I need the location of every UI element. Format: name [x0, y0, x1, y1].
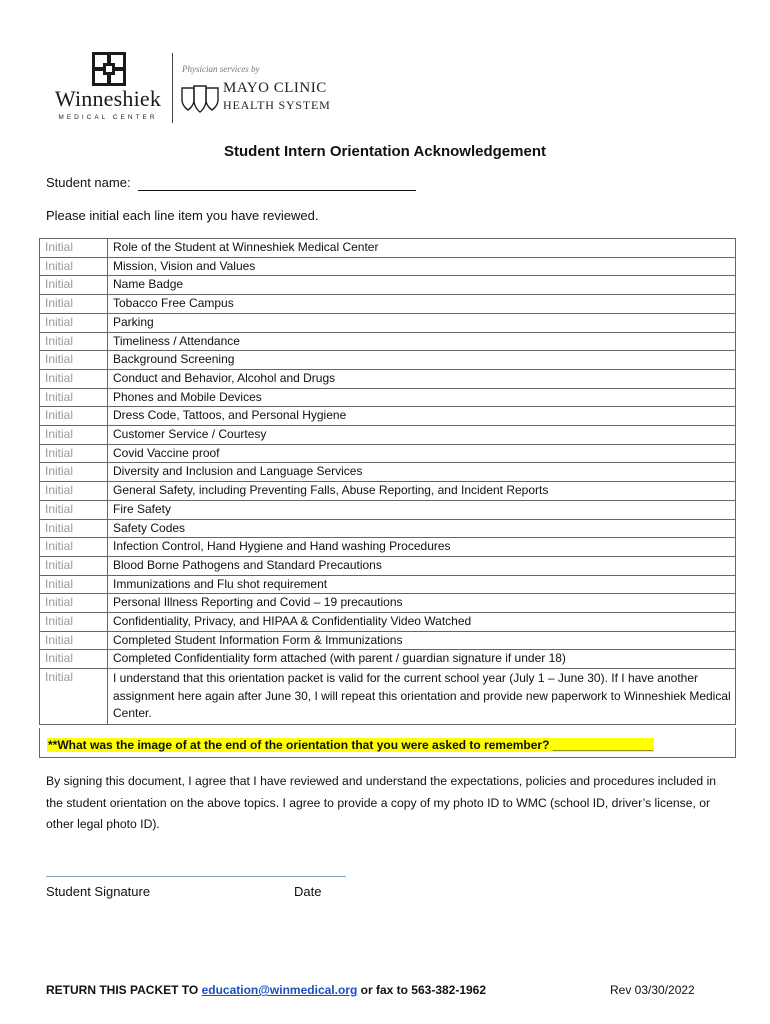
student-name-field[interactable] [138, 190, 416, 191]
checklist-row [40, 332, 736, 351]
checklist-row [40, 482, 736, 501]
email-link[interactable]: education@winmedical.org [201, 983, 358, 997]
checklist-row [40, 407, 736, 426]
checklist-item-label: Phones and Mobile Devices [108, 388, 736, 407]
checklist-item-label: I understand that this orientation packet is valid for the current school year (July 1 – June 30). If I have another assignment here again after June 30, I will repeat this orientation and provide new paperwork to Winneshiek Medical Center. [108, 669, 736, 725]
initial-field[interactable]: Initial [40, 444, 108, 463]
checklist-item-label: Confidentiality, Privacy, and HIPAA & Confidentiality Video Watched [108, 613, 736, 632]
winneshiek-logo-subtitle: MEDICAL CENTER [58, 114, 158, 121]
initial-field[interactable]: Initial [40, 538, 108, 557]
student-name-label: Student name: [46, 175, 131, 190]
initial-field[interactable]: Initial [40, 556, 108, 575]
checklist-item-label: Customer Service / Courtesy [108, 426, 736, 445]
signature-line[interactable] [46, 876, 346, 877]
winneshiek-logo [48, 52, 168, 124]
initial-field[interactable]: Initial [40, 594, 108, 613]
initial-field[interactable]: Initial [40, 295, 108, 314]
checklist-item-label: Fire Safety [108, 500, 736, 519]
checklist-row [40, 575, 736, 594]
initial-field[interactable]: Initial [40, 650, 108, 669]
checklist-item-label: Covid Vaccine proof [108, 444, 736, 463]
checklist-item-label: Diversity and Inclusion and Language Services [108, 463, 736, 482]
checklist-item-label: Personal Illness Reporting and Covid – 19 precautions [108, 594, 736, 613]
return-instructions [46, 983, 486, 997]
instructions-text: Please initial each line item you have reviewed. [46, 208, 319, 223]
agreement-text: By signing this document, I agree that I have reviewed and understand the expectations, policies and procedures included in the student orientation on the above topics. I agree to provide a copy of my photo ID to WMC (school ID, driver’s license, or other legal photo ID). [46, 774, 717, 831]
initial-field[interactable]: Initial [40, 407, 108, 426]
checklist-row [40, 426, 736, 445]
checklist-item-label: Background Screening [108, 351, 736, 370]
initial-field[interactable]: Initial [40, 500, 108, 519]
checklist-row [40, 650, 736, 669]
checklist-item-label: Mission, Vision and Values [108, 257, 736, 276]
checklist-row [40, 538, 736, 557]
winneshiek-logo-name: Winneshiek [54, 86, 162, 111]
winneshiek-cross-logo-icon [92, 52, 126, 86]
initial-field[interactable]: Initial [40, 369, 108, 388]
initial-field[interactable]: Initial [40, 426, 108, 445]
initial-field[interactable]: Initial [40, 669, 108, 725]
checklist-item-label: Parking [108, 313, 736, 332]
checklist-row [40, 594, 736, 613]
initial-field[interactable]: Initial [40, 313, 108, 332]
date-label: Date [294, 884, 322, 899]
initial-field[interactable]: Initial [40, 482, 108, 501]
checklist-row [40, 519, 736, 538]
orientation-checklist [39, 238, 736, 725]
initial-field[interactable]: Initial [40, 613, 108, 632]
initial-field[interactable]: Initial [40, 575, 108, 594]
checklist-item-label: Completed Student Information Form & Immunizations [108, 631, 736, 650]
checklist-row [40, 444, 736, 463]
checklist-row [40, 313, 736, 332]
checklist-row [40, 257, 736, 276]
checklist-row [40, 613, 736, 632]
return-prefix: RETURN THIS PACKET TO [46, 983, 202, 997]
checklist-row [40, 556, 736, 575]
checklist-row [40, 631, 736, 650]
revision-date: Rev 03/30/2022 [610, 983, 695, 997]
checklist-item-label: Immunizations and Flu shot requirement [108, 575, 736, 594]
checklist-item-label: Safety Codes [108, 519, 736, 538]
initial-field[interactable]: Initial [40, 519, 108, 538]
checklist-item-label: Role of the Student at Winneshiek Medical Center [108, 239, 736, 258]
initial-field[interactable]: Initial [40, 332, 108, 351]
initial-field[interactable]: Initial [40, 257, 108, 276]
initial-field[interactable]: Initial [40, 276, 108, 295]
checklist-item-label: Timeliness / Attendance [108, 332, 736, 351]
mayo-logo-line1: MAYO CLINIC [223, 80, 327, 96]
mayo-clinic-logo [180, 64, 340, 116]
return-suffix: or fax to 563-382-1962 [357, 983, 487, 997]
logo-divider [172, 53, 173, 123]
initial-field[interactable]: Initial [40, 388, 108, 407]
checklist-item-label: General Safety, including Preventing Falls, Abuse Reporting, and Incident Reports [108, 482, 736, 501]
initial-field[interactable]: Initial [40, 351, 108, 370]
signature-label: Student Signature [46, 884, 151, 899]
checklist-row [40, 276, 736, 295]
initial-field[interactable]: Initial [40, 631, 108, 650]
checklist-item-label: Blood Borne Pathogens and Standard Precautions [108, 556, 736, 575]
checklist-row [40, 369, 736, 388]
checklist-item-label: Tobacco Free Campus [108, 295, 736, 314]
mayo-logo-line2: HEALTH SYSTEM [223, 98, 331, 112]
checklist-row [40, 463, 736, 482]
question-row [39, 728, 736, 758]
checklist-item-label: Dress Code, Tattoos, and Personal Hygiene [108, 407, 736, 426]
mayo-shields-logo-icon [180, 84, 220, 114]
checklist-row [40, 500, 736, 519]
initial-field[interactable]: Initial [40, 463, 108, 482]
remember-image-question[interactable]: **What was the image of at the end of the orientation that you were asked to remember? _______________ [48, 738, 653, 752]
checklist-item-label: Conduct and Behavior, Alcohol and Drugs [108, 369, 736, 388]
checklist-item-label: Infection Control, Hand Hygiene and Hand washing Procedures [108, 538, 736, 557]
checklist-row [40, 669, 736, 725]
page-title: Student Intern Orientation Acknowledgement [224, 143, 546, 160]
mayo-logo-tagline: Physician services by [182, 64, 260, 74]
checklist-row [40, 295, 736, 314]
checklist-row [40, 351, 736, 370]
initial-field[interactable]: Initial [40, 239, 108, 258]
checklist-item-label: Name Badge [108, 276, 736, 295]
checklist-row [40, 388, 736, 407]
checklist-item-label: Completed Confidentiality form attached (with parent / guardian signature if under 18) [108, 650, 736, 669]
checklist-row [40, 239, 736, 258]
